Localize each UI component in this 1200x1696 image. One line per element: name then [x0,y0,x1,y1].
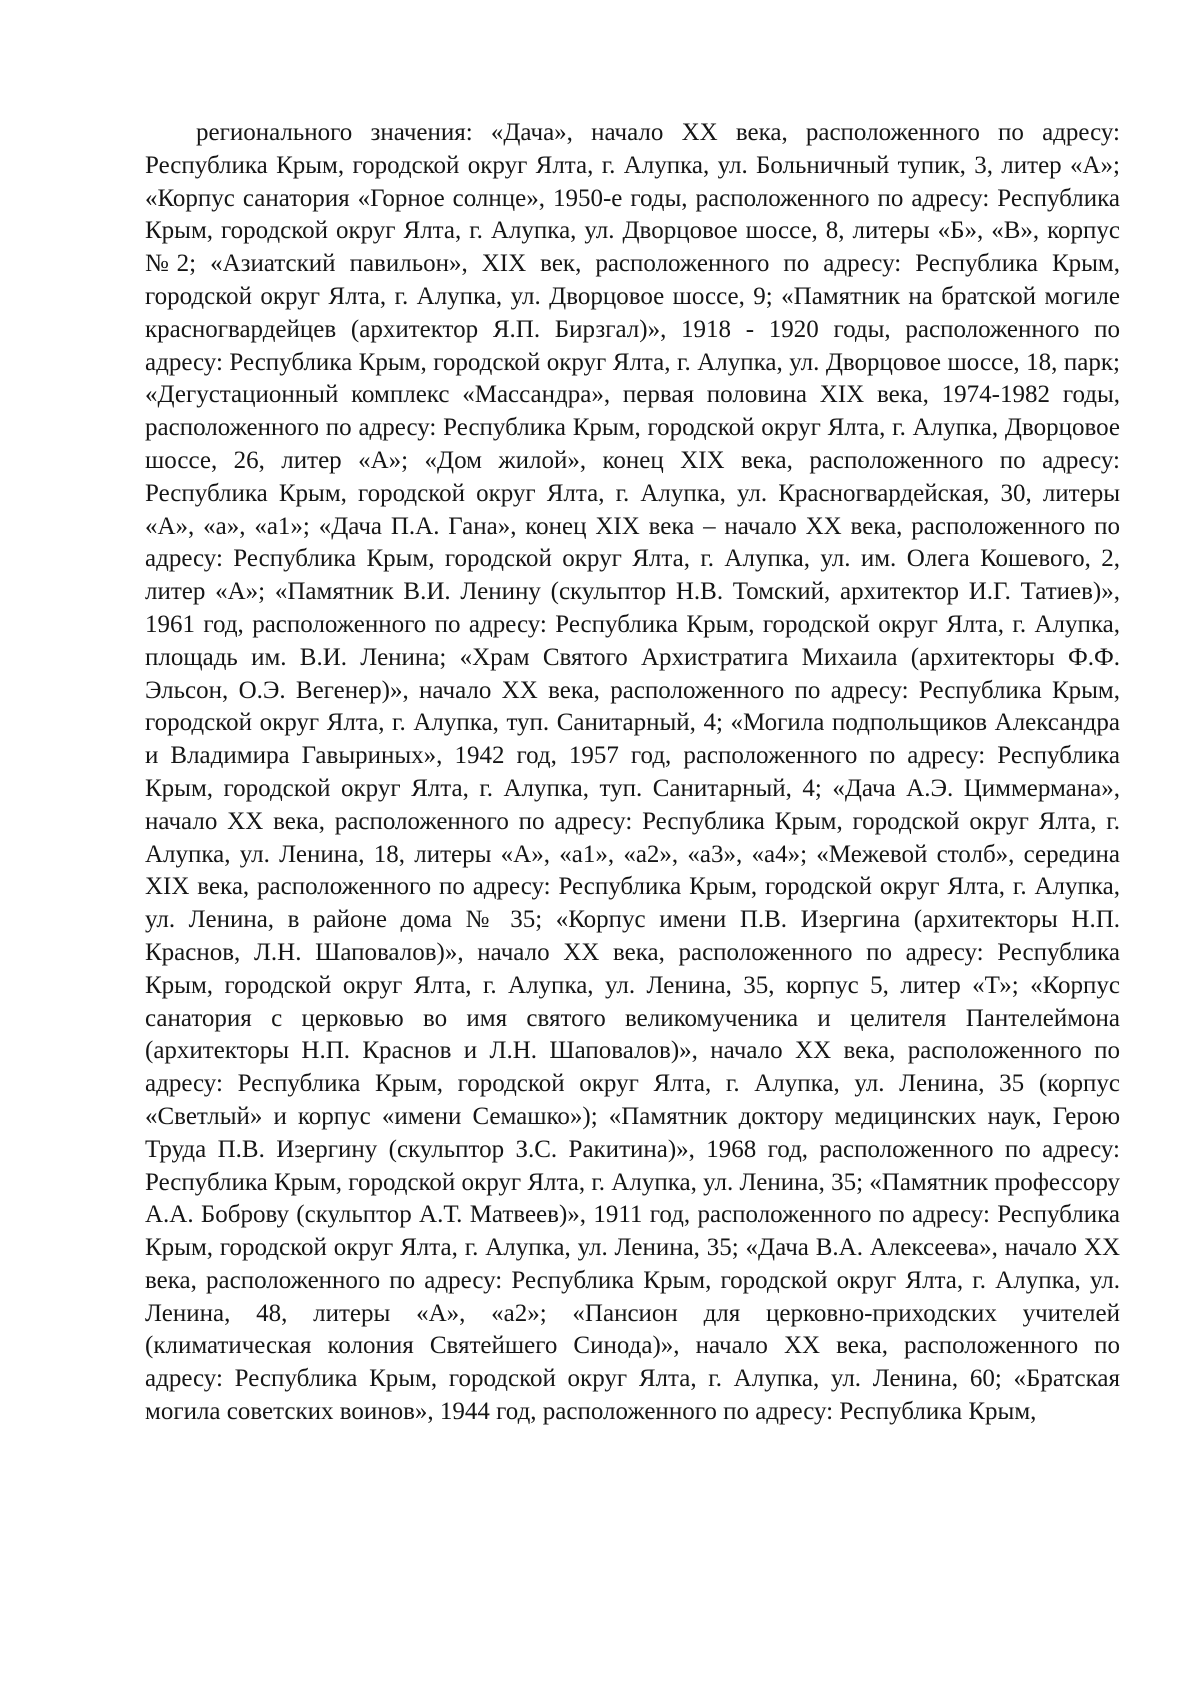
body-paragraph: регионального значения: «Дача», начало XX века, расположенного по адресу: Республика Крым, городской округ Ялта, г. Алупка, ул. Больничный тупик, 3, литер «А»; «Корпус санатория «Горное солнце», 1950-е годы, расположенного по адресу: Республика Крым, городской округ Ялта, г. Алупка, ул. Дворцовое шоссе, 8, литеры «Б», «В», корпус №2; «Азиатский павильон», XIX век, расположенного по адресу: Республика Крым, городской округ Ялта, г. Алупка, ул. Дворцовое шоссе, 9; «Памятник на братской могиле красногвардейцев (архитектор Я.П. Бирзгал)», 1918 - 1920 годы, расположенного по адресу: Республика Крым, городской округ Ялта, г. Алупка, ул. Дворцовое шоссе, 18, парк; «Дегустационный комплекс «Массандра», первая половина XIX века, 1974-1982 годы, расположенного по адресу: Республика Крым, городской округ Ялта, г. Алупка, Дворцовое шоссе, 26, литер «А»; «Дом жилой», конец XIX века, расположенного по адресу: Республика Крым, городской округ Ялта, г. Алупка, ул. Красногвардейская, 30, литеры «А», «а», «а1»; «Дача П.А. Гана», конец XIX века – начало XX века, расположенного по адресу: Республика Крым, городской округ Ялта, г. Алупка, ул. им. Олега Кошевого, 2, литер «А»; «Памятник В.И. Ленину (скульптор Н.В. Томский, архитектор И.Г. Татиев)», 1961 год, расположенного по адресу: Республика Крым, городской округ Ялта, г. Алупка, площадь им. В.И. Ленина; «Храм Святого Архистратига Михаила (архитекторы Ф.Ф. Эльсон, О.Э. Вегенер)», начало XX века, расположенного по адресу: Республика Крым, городской округ Ялта, г. Алупка, туп. Санитарный, 4; «Могила подпольщиков Александра и Владимира Гавыриных», 1942 год, 1957 год, расположенного по адресу: Республика Крым, городской округ Ялта, г. Алупка, туп. Санитарный, 4; «Дача А.Э. Циммермана», начало XX века, расположенного по адресу: Республика Крым, городской округ Ялта, г. Алупка, ул. Ленина, 18, литеры «А», «а1», «а2», «а3», «а4»; «Межевой столб», середина XIX века, расположенного по адресу: Республика Крым, городской округ Ялта, г. Алупка, ул. Ленина, в районе дома № 35; «Корпус имени П.В. Изергина (архитекторы Н.П. Краснов, Л.Н. Шаповалов)», начало XX века, расположенного по адресу: Республика Крым, городской округ Ялта, г. Алупка, ул. Ленина, 35, корпус 5, литер «Т»; «Корпус санатория с церковью во имя святого великомученика и целителя Пантелеймона (архитекторы Н.П. Краснов и Л.Н. Шаповалов)», начало XX века, расположенного по адресу: Республика Крым, городской округ Ялта, г. Алупка, ул. Ленина, 35 (корпус «Светлый» и корпус «имени Семашко»); «Памятник доктору медицинских наук, Герою Труда П.В. Изергину (скульптор З.С. Ракитина)», 1968 год, расположенного по адресу: Республика Крым, городской округ Ялта, г. Алупка, ул. Ленина, 35; «Памятник профессору А.А. Боброву (скульптор А.Т. Матвеев)», 1911 год, расположенного по адресу: Республика Крым, городской округ Ялта, г. Алупка, ул. Ленина, 35; «Дача В.А. Алексеева», начало XX века, расположенного по адресу: Республика Крым, городской округ Ялта, г. Алупка, ул. Ленина, 48, литеры «А», «а2»; «Пансион для церковно-приходских учителей (климатическая колония Святейшего Синода)», начало XX века, расположенного по адресу: Республика Крым, городской округ Ялта, г. Алупка, ул. Ленина, 60; «Братская могила советских воинов», 1944 год, расположенного по адресу: Республика Крым, [145,119,1120,1426]
